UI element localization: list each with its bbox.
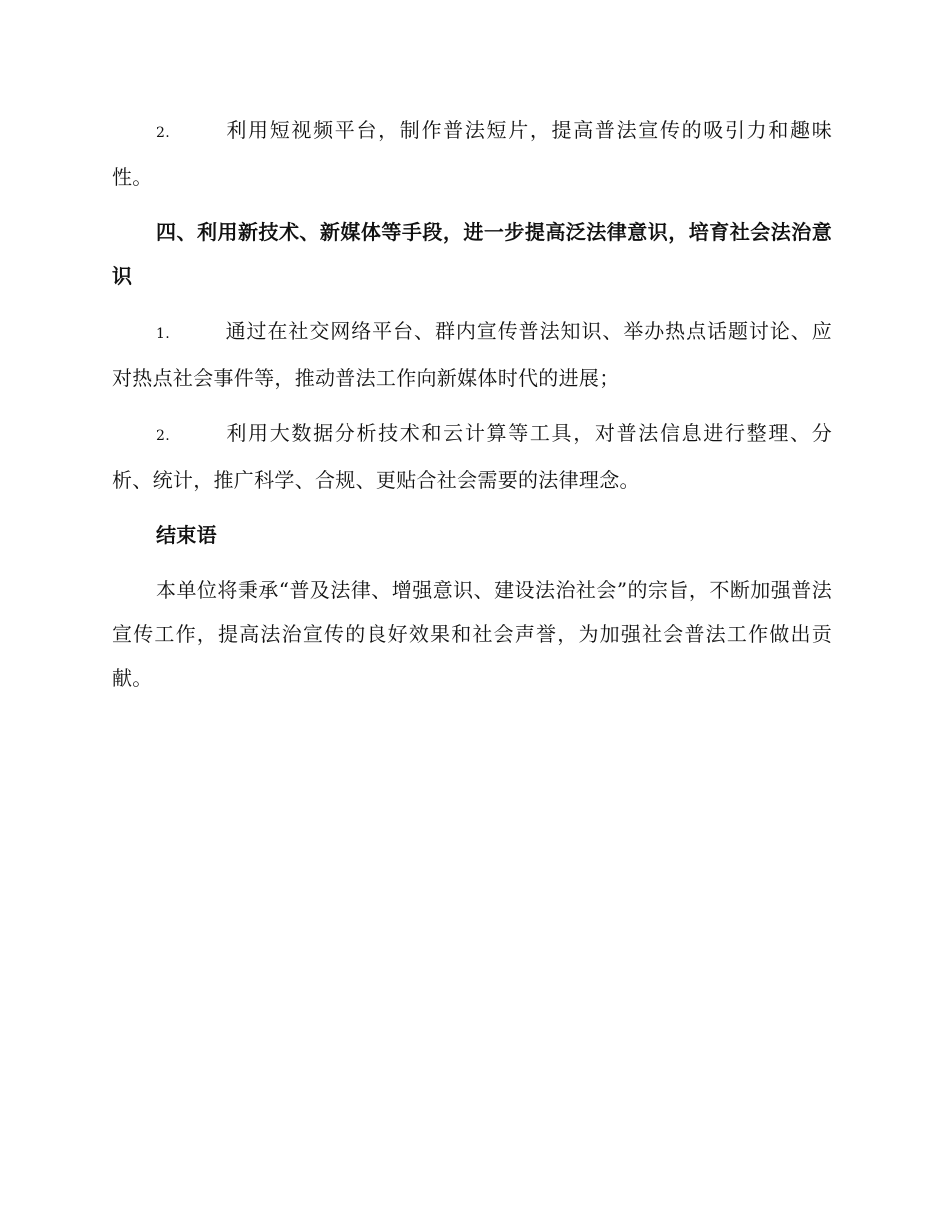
list-number: 2.: [156, 428, 170, 444]
section-heading: 四、利用新技术、新媒体等手段，进一步提高泛法律意识，培育社会法治意识: [112, 220, 832, 288]
list-item-text: 利用大数据分析技术和云计算等工具，对普法信息进行整理、分析、统计，推广科学、合规、更贴合社会需要的法律理念。: [112, 421, 832, 492]
document-page: [112, 108, 832, 711]
conclusion-paragraph: 本单位将秉承“普及法律、增强意识、建设法治社会”的宗旨，不断加强普法宣传工作，提高法治宣传的良好效果和社会声誉，为加强社会普法工作做出贡献。: [112, 578, 832, 690]
list-item: [112, 411, 832, 502]
list-item: [112, 108, 832, 199]
list-number: 1.: [156, 326, 170, 342]
list-number: 2.: [156, 125, 170, 141]
list-item-text: 通过在社交网络平台、群内宣传普法知识、举办热点话题讨论、应对热点社会事件等，推动普法工作向新媒体时代的进展；: [112, 319, 832, 390]
list-item: [112, 309, 832, 400]
list-item-text: 利用短视频平台，制作普法短片，提高普法宣传的吸引力和趣味性。: [112, 118, 832, 189]
conclusion-heading: 结束语: [156, 523, 217, 547]
